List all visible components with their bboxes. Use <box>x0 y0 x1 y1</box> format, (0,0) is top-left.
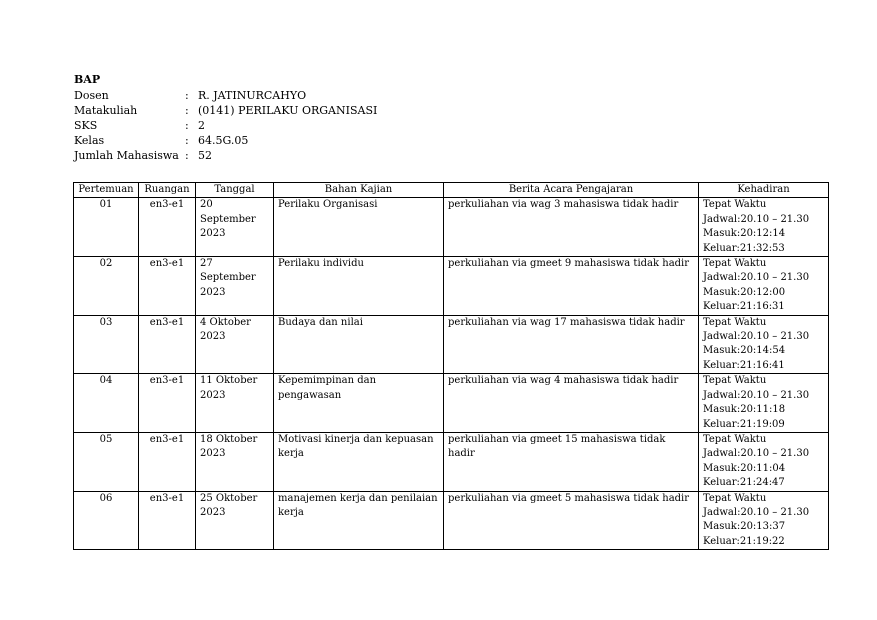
cell-pertemuan: 02 <box>74 257 139 316</box>
cell-bahan-kajian: Kepemimpinan dan pengawasan <box>274 374 444 433</box>
attendance-status: Tepat Waktu <box>703 258 767 270</box>
info-row-dosen <box>74 88 377 103</box>
cell-berita-acara: perkuliahan via gmeet 9 mahasiswa tidak hadir <box>444 257 699 316</box>
cell-kehadiran <box>699 198 829 257</box>
cell-berita-acara: perkuliahan via wag 17 mahasiswa tidak hadir <box>444 315 699 374</box>
attendance-status: Tepat Waktu <box>703 492 767 504</box>
attendance-masuk: Masuk:20:12:00 <box>703 286 786 298</box>
info-value: R. JATINURCAHYO <box>198 89 307 102</box>
attendance-status: Tepat Waktu <box>703 316 767 328</box>
cell-ruangan: en3-e1 <box>139 257 196 316</box>
cell-pertemuan: 01 <box>74 198 139 257</box>
cell-bahan-kajian: Motivasi kinerja dan kepuasan kerja <box>274 432 444 491</box>
attendance-masuk: Masuk:20:12:14 <box>703 228 786 240</box>
cell-bahan-kajian: Perilaku Organisasi <box>274 198 444 257</box>
cell-pertemuan: 06 <box>74 491 139 550</box>
info-value: 64.5G.05 <box>198 134 249 147</box>
info-label: Matakuliah <box>74 104 138 117</box>
cell-ruangan: en3-e1 <box>139 432 196 491</box>
table-header-row <box>74 183 829 198</box>
attendance-jadwal: Jadwal:20.10 – 21.30 <box>703 448 810 460</box>
cell-tanggal: 18 Oktober 2023 <box>196 432 274 491</box>
attendance-masuk: Masuk:20:11:04 <box>703 462 786 474</box>
attendance-masuk: Masuk:20:11:18 <box>703 404 786 416</box>
cell-kehadiran <box>699 374 829 433</box>
column-header-tanggal: Tanggal <box>196 183 274 198</box>
cell-ruangan: en3-e1 <box>139 198 196 257</box>
cell-ruangan: en3-e1 <box>139 315 196 374</box>
document-header <box>74 72 377 163</box>
cell-tanggal: 20 September 2023 <box>196 198 274 257</box>
cell-berita-acara: perkuliahan via gmeet 5 mahasiswa tidak hadir <box>444 491 699 550</box>
attendance-jadwal: Jadwal:20.10 – 21.30 <box>703 389 810 401</box>
info-colon: : <box>185 149 189 162</box>
attendance-keluar: Keluar:21:32:53 <box>703 242 785 254</box>
bap-table <box>73 182 829 550</box>
attendance-keluar: Keluar:21:24:47 <box>703 477 785 489</box>
column-header-bahan-kajian: Bahan Kajian <box>274 183 444 198</box>
table-row <box>74 491 829 550</box>
attendance-status: Tepat Waktu <box>703 199 767 211</box>
attendance-keluar: Keluar:21:16:31 <box>703 301 785 313</box>
column-header-ruangan: Ruangan <box>139 183 196 198</box>
attendance-jadwal: Jadwal:20.10 – 21.30 <box>703 506 810 518</box>
info-label: Jumlah Mahasiswa <box>74 149 179 162</box>
cell-bahan-kajian: Budaya dan nilai <box>274 315 444 374</box>
table-row <box>74 374 829 433</box>
attendance-masuk: Masuk:20:13:37 <box>703 521 786 533</box>
cell-pertemuan: 04 <box>74 374 139 433</box>
info-colon: : <box>185 104 189 117</box>
cell-bahan-kajian: manajemen kerja dan penilaian kerja <box>274 491 444 550</box>
column-header-kehadiran: Kehadiran <box>699 183 829 198</box>
info-row-kelas <box>74 133 377 148</box>
info-label: Dosen <box>74 89 109 102</box>
attendance-masuk: Masuk:20:14:54 <box>703 345 786 357</box>
info-row-jumlah-mahasiswa <box>74 148 377 163</box>
attendance-jadwal: Jadwal:20.10 – 21.30 <box>703 272 810 284</box>
cell-berita-acara: perkuliahan via gmeet 15 mahasiswa tidak hadir <box>444 432 699 491</box>
cell-kehadiran <box>699 257 829 316</box>
cell-berita-acara: perkuliahan via wag 3 mahasiswa tidak hadir <box>444 198 699 257</box>
attendance-jadwal: Jadwal:20.10 – 21.30 <box>703 213 810 225</box>
cell-ruangan: en3-e1 <box>139 374 196 433</box>
table-row <box>74 257 829 316</box>
cell-kehadiran <box>699 432 829 491</box>
cell-ruangan: en3-e1 <box>139 491 196 550</box>
cell-tanggal: 25 Oktober 2023 <box>196 491 274 550</box>
cell-tanggal: 11 Oktober 2023 <box>196 374 274 433</box>
info-colon: : <box>185 119 189 132</box>
info-colon: : <box>185 134 189 147</box>
cell-kehadiran <box>699 315 829 374</box>
attendance-keluar: Keluar:21:19:09 <box>703 418 785 430</box>
info-row-sks <box>74 118 377 133</box>
attendance-status: Tepat Waktu <box>703 375 767 387</box>
info-label: Kelas <box>74 134 105 147</box>
info-value: 2 <box>198 119 205 132</box>
document-title: BAP <box>74 73 101 86</box>
attendance-status: Tepat Waktu <box>703 433 767 445</box>
cell-pertemuan: 03 <box>74 315 139 374</box>
table-row <box>74 198 829 257</box>
table-row <box>74 432 829 491</box>
info-value: 52 <box>198 149 212 162</box>
cell-bahan-kajian: Perilaku individu <box>274 257 444 316</box>
info-row-matakuliah <box>74 103 377 118</box>
attendance-keluar: Keluar:21:19:22 <box>703 535 785 547</box>
table-row <box>74 315 829 374</box>
cell-tanggal: 4 Oktober 2023 <box>196 315 274 374</box>
cell-tanggal: 27 September 2023 <box>196 257 274 316</box>
column-header-berita-acara: Berita Acara Pengajaran <box>444 183 699 198</box>
attendance-jadwal: Jadwal:20.10 – 21.30 <box>703 331 810 343</box>
cell-kehadiran <box>699 491 829 550</box>
info-colon: : <box>185 89 189 102</box>
attendance-keluar: Keluar:21:16:41 <box>703 359 785 371</box>
info-label: SKS <box>74 119 98 132</box>
cell-berita-acara: perkuliahan via wag 4 mahasiswa tidak hadir <box>444 374 699 433</box>
column-header-pertemuan: Pertemuan <box>74 183 139 198</box>
cell-pertemuan: 05 <box>74 432 139 491</box>
info-value: (0141) PERILAKU ORGANISASI <box>198 104 378 117</box>
